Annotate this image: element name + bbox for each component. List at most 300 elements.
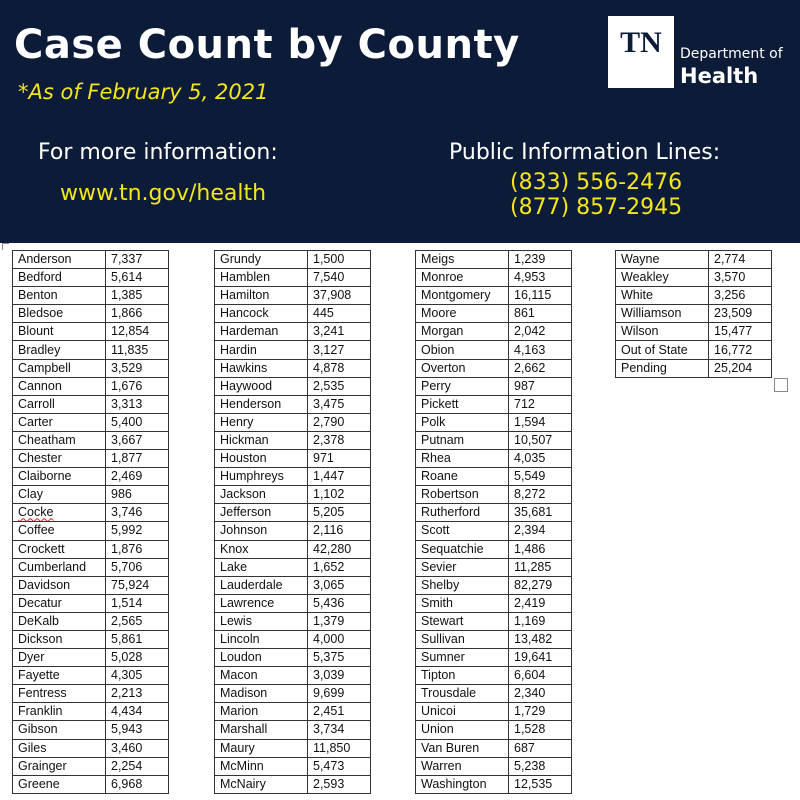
county-name-cell: DeKalb	[13, 612, 106, 630]
table-row	[215, 341, 371, 359]
table-row	[616, 251, 772, 269]
more-info-label: For more information:	[38, 140, 278, 165]
table-row	[416, 540, 572, 558]
logo-department-text: Department of	[680, 46, 783, 62]
case-count-cell: 5,943	[106, 721, 169, 739]
table-row	[13, 630, 169, 648]
case-count-cell: 9,699	[308, 685, 371, 703]
case-count-cell: 5,375	[308, 649, 371, 667]
county-name-cell: Giles	[13, 739, 106, 757]
table-row	[13, 721, 169, 739]
case-count-cell: 4,163	[509, 341, 572, 359]
case-count-cell: 3,734	[308, 721, 371, 739]
county-name-cell: Polk	[416, 413, 509, 431]
table-row	[13, 251, 169, 269]
county-name-cell: Blount	[13, 323, 106, 341]
county-name-cell: Gibson	[13, 721, 106, 739]
table-row	[416, 721, 572, 739]
case-count-cell: 2,593	[308, 775, 371, 793]
county-name-cell: Henry	[215, 413, 308, 431]
case-count-cell: 1,169	[509, 612, 572, 630]
case-count-cell: 19,641	[509, 649, 572, 667]
table-row	[416, 775, 572, 793]
case-count-cell: 5,992	[106, 522, 169, 540]
county-name-cell: Wilson	[616, 323, 709, 341]
county-name-cell: Houston	[215, 450, 308, 468]
table-row	[416, 431, 572, 449]
county-name-cell: Montgomery	[416, 287, 509, 305]
county-name-cell: Cannon	[13, 377, 106, 395]
case-count-cell: 2,254	[106, 757, 169, 775]
case-count-cell: 3,570	[709, 269, 772, 287]
county-name-cell: Perry	[416, 377, 509, 395]
case-count-cell: 13,482	[509, 630, 572, 648]
county-name-cell: Hancock	[215, 305, 308, 323]
case-count-cell: 861	[509, 305, 572, 323]
phone-number-2[interactable]: (877) 857-2945	[510, 195, 683, 220]
table-row	[616, 269, 772, 287]
case-count-cell: 1,102	[308, 486, 371, 504]
county-name-cell: Henderson	[215, 395, 308, 413]
county-name-cell: Wayne	[616, 251, 709, 269]
county-name-cell: Coffee	[13, 522, 106, 540]
header-banner	[0, 0, 800, 243]
table-row	[416, 667, 572, 685]
case-count-cell: 3,746	[106, 504, 169, 522]
county-name-cell: Grainger	[13, 757, 106, 775]
county-name-cell: Bledsoe	[13, 305, 106, 323]
case-count-cell: 1,729	[509, 703, 572, 721]
county-name-cell: Sullivan	[416, 630, 509, 648]
county-name-cell: Putnam	[416, 431, 509, 449]
county-name-cell: Macon	[215, 667, 308, 685]
table-row	[215, 612, 371, 630]
county-name-cell: Cocke	[13, 504, 106, 522]
case-count-cell: 1,876	[106, 540, 169, 558]
county-name-cell: Rutherford	[416, 504, 509, 522]
case-count-cell: 3,529	[106, 359, 169, 377]
county-name-cell: Union	[416, 721, 509, 739]
case-count-cell: 1,239	[509, 251, 572, 269]
county-name-cell: Fayette	[13, 667, 106, 685]
case-count-cell: 5,614	[106, 269, 169, 287]
case-count-cell: 16,772	[709, 341, 772, 359]
case-count-cell: 1,594	[509, 413, 572, 431]
case-count-cell: 2,116	[308, 522, 371, 540]
county-name-cell: Sevier	[416, 558, 509, 576]
table-row	[215, 486, 371, 504]
county-name-cell: Rhea	[416, 450, 509, 468]
case-count-cell: 2,419	[509, 594, 572, 612]
table-row	[13, 594, 169, 612]
case-count-cell: 2,790	[308, 413, 371, 431]
table-row	[215, 287, 371, 305]
logo-health-text: Health	[680, 64, 759, 88]
table-row	[215, 305, 371, 323]
table-row	[13, 775, 169, 793]
table-row	[416, 757, 572, 775]
table-row	[215, 630, 371, 648]
table-row	[13, 377, 169, 395]
county-name-cell: Benton	[13, 287, 106, 305]
case-count-cell: 7,337	[106, 251, 169, 269]
table-row	[215, 775, 371, 793]
county-name-cell: Johnson	[215, 522, 308, 540]
table-row	[616, 341, 772, 359]
county-name-cell: Lincoln	[215, 630, 308, 648]
table-row	[616, 287, 772, 305]
table-row	[13, 468, 169, 486]
table-row	[416, 251, 572, 269]
table-row	[616, 323, 772, 341]
county-name-cell: Monroe	[416, 269, 509, 287]
case-count-cell: 8,272	[509, 486, 572, 504]
county-name-cell: McMinn	[215, 757, 308, 775]
case-count-cell: 1,866	[106, 305, 169, 323]
table-row	[416, 594, 572, 612]
case-count-cell: 3,667	[106, 431, 169, 449]
county-name-cell: Meigs	[416, 251, 509, 269]
table-row	[416, 269, 572, 287]
county-name-cell: Jefferson	[215, 504, 308, 522]
table-row	[215, 558, 371, 576]
county-name-cell: Lake	[215, 558, 308, 576]
county-name-cell: Out of State	[616, 341, 709, 359]
county-name-cell: Cheatham	[13, 431, 106, 449]
case-count-cell: 5,205	[308, 504, 371, 522]
case-count-cell: 1,528	[509, 721, 572, 739]
table-row	[416, 522, 572, 540]
table-row	[13, 504, 169, 522]
table-row	[13, 522, 169, 540]
case-count-cell: 1,652	[308, 558, 371, 576]
case-count-cell: 4,035	[509, 450, 572, 468]
case-count-cell: 11,850	[308, 739, 371, 757]
table-row	[616, 305, 772, 323]
county-name-cell: Dyer	[13, 649, 106, 667]
table-row	[416, 504, 572, 522]
county-name-cell: Marshall	[215, 721, 308, 739]
phone-number-1[interactable]: (833) 556-2476	[510, 170, 683, 195]
table-row	[215, 431, 371, 449]
table-row	[215, 251, 371, 269]
county-name-cell: Jackson	[215, 486, 308, 504]
county-name-cell: Washington	[416, 775, 509, 793]
county-name-cell: Knox	[215, 540, 308, 558]
county-name-cell: White	[616, 287, 709, 305]
table-row	[215, 576, 371, 594]
table-row	[416, 703, 572, 721]
case-count-cell: 2,378	[308, 431, 371, 449]
case-count-cell: 7,540	[308, 269, 371, 287]
case-count-cell: 1,385	[106, 287, 169, 305]
county-name-cell: Lewis	[215, 612, 308, 630]
county-name-cell: Unicoi	[416, 703, 509, 721]
county-name-cell: Obion	[416, 341, 509, 359]
table-resize-handle[interactable]	[774, 378, 788, 392]
table-row	[215, 522, 371, 540]
table-row	[215, 395, 371, 413]
table-row	[13, 612, 169, 630]
case-count-cell: 3,039	[308, 667, 371, 685]
table-row	[13, 359, 169, 377]
county-name-cell: Hawkins	[215, 359, 308, 377]
table-row	[416, 685, 572, 703]
table-row	[416, 612, 572, 630]
county-name-cell: Anderson	[13, 251, 106, 269]
table-row	[416, 649, 572, 667]
case-count-cell: 712	[509, 395, 572, 413]
county-name-cell: Sumner	[416, 649, 509, 667]
county-name-cell: Stewart	[416, 612, 509, 630]
county-name-cell: Grundy	[215, 251, 308, 269]
county-name-cell: Bedford	[13, 269, 106, 287]
case-count-cell: 5,436	[308, 594, 371, 612]
case-count-cell: 6,604	[509, 667, 572, 685]
county-name-cell: Robertson	[416, 486, 509, 504]
table-row	[215, 703, 371, 721]
county-name-cell: Pickett	[416, 395, 509, 413]
county-name-cell: Williamson	[616, 305, 709, 323]
county-name-cell: Sequatchie	[416, 540, 509, 558]
county-name-cell: Hardin	[215, 341, 308, 359]
table-row	[13, 305, 169, 323]
case-count-cell: 987	[509, 377, 572, 395]
table-row	[416, 558, 572, 576]
case-count-cell: 25,204	[709, 359, 772, 377]
table-row	[215, 757, 371, 775]
case-count-cell: 5,028	[106, 649, 169, 667]
county-name-cell: Claiborne	[13, 468, 106, 486]
table-row	[416, 468, 572, 486]
table-row	[13, 323, 169, 341]
table-row	[13, 540, 169, 558]
table-row	[215, 649, 371, 667]
table-row	[215, 323, 371, 341]
case-count-cell: 11,285	[509, 558, 572, 576]
county-name-cell: Tipton	[416, 667, 509, 685]
county-name-cell: Humphreys	[215, 468, 308, 486]
case-count-cell: 5,400	[106, 413, 169, 431]
website-link[interactable]: www.tn.gov/health	[60, 181, 267, 206]
county-name-cell: Franklin	[13, 703, 106, 721]
county-name-cell: Hickman	[215, 431, 308, 449]
case-count-cell: 15,477	[709, 323, 772, 341]
county-name-cell: Hamilton	[215, 287, 308, 305]
county-name-cell: Maury	[215, 739, 308, 757]
table-row	[215, 468, 371, 486]
table-row	[215, 504, 371, 522]
table-row	[215, 377, 371, 395]
county-name-cell: Davidson	[13, 576, 106, 594]
case-count-cell: 35,681	[509, 504, 572, 522]
case-count-cell: 37,908	[308, 287, 371, 305]
county-name-cell: Pending	[616, 359, 709, 377]
county-table-column-4	[615, 250, 772, 378]
county-name-cell: Clay	[13, 486, 106, 504]
case-count-cell: 1,676	[106, 377, 169, 395]
table-row	[13, 703, 169, 721]
county-name-cell: Warren	[416, 757, 509, 775]
table-row	[416, 359, 572, 377]
case-count-cell: 3,313	[106, 395, 169, 413]
table-row	[416, 450, 572, 468]
case-count-cell: 4,000	[308, 630, 371, 648]
county-name-cell: Dickson	[13, 630, 106, 648]
table-row	[215, 667, 371, 685]
case-count-cell: 445	[308, 305, 371, 323]
table-row	[416, 377, 572, 395]
case-count-cell: 3,256	[709, 287, 772, 305]
case-count-cell: 2,394	[509, 522, 572, 540]
tn-logo-box	[608, 16, 674, 88]
case-count-cell: 4,878	[308, 359, 371, 377]
county-name-cell: Van Buren	[416, 739, 509, 757]
case-count-cell: 4,953	[509, 269, 572, 287]
as-of-date: *As of February 5, 2021	[18, 80, 269, 104]
table-anchor-marker	[2, 243, 9, 250]
case-count-cell: 3,065	[308, 576, 371, 594]
table-row	[13, 685, 169, 703]
case-count-cell: 2,340	[509, 685, 572, 703]
case-count-cell: 12,854	[106, 323, 169, 341]
table-row	[215, 594, 371, 612]
table-row	[416, 486, 572, 504]
table-row	[13, 739, 169, 757]
table-row	[416, 287, 572, 305]
case-count-cell: 5,861	[106, 630, 169, 648]
table-row	[416, 739, 572, 757]
case-count-cell: 1,379	[308, 612, 371, 630]
case-count-cell: 1,500	[308, 251, 371, 269]
table-row	[13, 576, 169, 594]
case-count-cell: 3,460	[106, 739, 169, 757]
table-row	[13, 649, 169, 667]
table-row	[215, 413, 371, 431]
county-name-cell: Chester	[13, 450, 106, 468]
county-name-cell: Lauderdale	[215, 576, 308, 594]
county-name-cell: Weakley	[616, 269, 709, 287]
case-count-cell: 5,238	[509, 757, 572, 775]
county-name-cell: Madison	[215, 685, 308, 703]
case-count-cell: 82,279	[509, 576, 572, 594]
case-count-cell: 10,507	[509, 431, 572, 449]
table-row	[215, 359, 371, 377]
table-row	[13, 450, 169, 468]
county-name-cell: Carter	[13, 413, 106, 431]
county-name-cell: Cumberland	[13, 558, 106, 576]
county-name-cell: Campbell	[13, 359, 106, 377]
county-name-cell: Trousdale	[416, 685, 509, 703]
table-row	[13, 287, 169, 305]
county-name-cell: Moore	[416, 305, 509, 323]
table-row	[215, 721, 371, 739]
county-name-cell: Haywood	[215, 377, 308, 395]
county-name-cell: Overton	[416, 359, 509, 377]
case-count-cell: 75,924	[106, 576, 169, 594]
case-count-cell: 3,241	[308, 323, 371, 341]
table-row	[215, 739, 371, 757]
table-row	[13, 395, 169, 413]
info-lines-label: Public Information Lines:	[449, 140, 721, 165]
table-row	[416, 323, 572, 341]
county-name-cell: Hamblen	[215, 269, 308, 287]
case-count-cell: 3,127	[308, 341, 371, 359]
case-count-cell: 5,473	[308, 757, 371, 775]
table-row	[416, 305, 572, 323]
case-count-cell: 4,434	[106, 703, 169, 721]
table-row	[13, 269, 169, 287]
county-name-cell: Crockett	[13, 540, 106, 558]
case-count-cell: 5,706	[106, 558, 169, 576]
table-row	[215, 685, 371, 703]
case-count-cell: 1,486	[509, 540, 572, 558]
table-row	[416, 576, 572, 594]
county-name-cell: Scott	[416, 522, 509, 540]
case-count-cell: 986	[106, 486, 169, 504]
county-name-cell: Lawrence	[215, 594, 308, 612]
county-name-cell: McNairy	[215, 775, 308, 793]
case-count-cell: 6,968	[106, 775, 169, 793]
case-count-cell: 2,535	[308, 377, 371, 395]
case-count-cell: 2,451	[308, 703, 371, 721]
county-table-column-2	[214, 250, 371, 794]
county-name-cell: Fentress	[13, 685, 106, 703]
table-row	[13, 667, 169, 685]
county-table-column-1	[12, 250, 169, 794]
table-row	[616, 359, 772, 377]
county-name-cell: Marion	[215, 703, 308, 721]
county-name-cell: Carroll	[13, 395, 106, 413]
table-row	[13, 341, 169, 359]
table-row	[416, 630, 572, 648]
case-count-cell: 12,535	[509, 775, 572, 793]
county-name-cell: Bradley	[13, 341, 106, 359]
case-count-cell: 2,213	[106, 685, 169, 703]
case-count-cell: 2,042	[509, 323, 572, 341]
county-name-cell: Loudon	[215, 649, 308, 667]
table-row	[416, 413, 572, 431]
case-count-cell: 2,774	[709, 251, 772, 269]
county-name-cell: Roane	[416, 468, 509, 486]
case-count-cell: 1,447	[308, 468, 371, 486]
page-title: Case Count by County	[14, 22, 520, 68]
case-count-cell: 4,305	[106, 667, 169, 685]
case-count-cell: 23,509	[709, 305, 772, 323]
case-count-cell: 42,280	[308, 540, 371, 558]
table-row	[13, 558, 169, 576]
table-row	[416, 395, 572, 413]
county-name-cell: Hardeman	[215, 323, 308, 341]
tn-health-logo	[608, 16, 798, 90]
case-count-cell: 3,475	[308, 395, 371, 413]
county-name-cell: Smith	[416, 594, 509, 612]
table-row	[13, 413, 169, 431]
case-count-cell: 11,835	[106, 341, 169, 359]
case-count-cell: 5,549	[509, 468, 572, 486]
county-name-cell: Shelby	[416, 576, 509, 594]
county-name-cell: Decatur	[13, 594, 106, 612]
case-count-cell: 1,514	[106, 594, 169, 612]
table-row	[13, 486, 169, 504]
tn-logo-mark: TN	[620, 26, 662, 59]
case-count-cell: 2,662	[509, 359, 572, 377]
case-count-cell: 2,565	[106, 612, 169, 630]
table-row	[215, 540, 371, 558]
case-count-cell: 1,877	[106, 450, 169, 468]
table-row	[215, 269, 371, 287]
table-row	[215, 450, 371, 468]
